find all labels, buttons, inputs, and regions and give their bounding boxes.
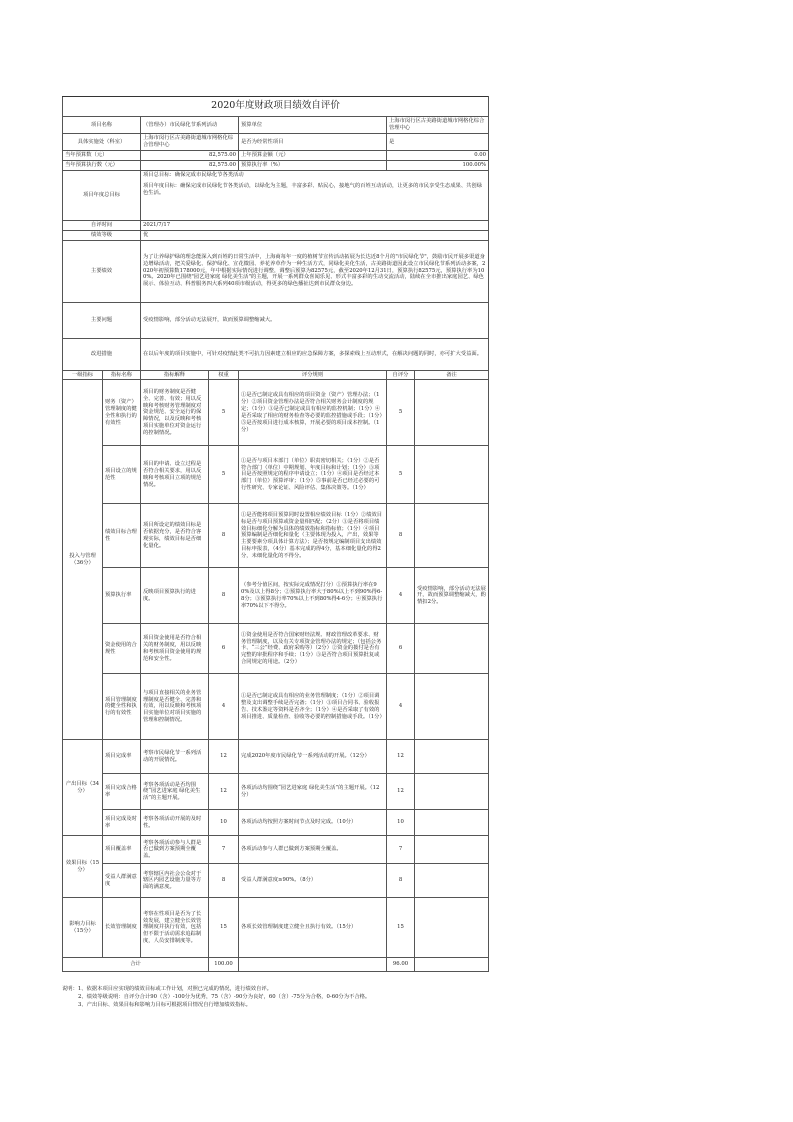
scoring-rule: ①是否与项目本部门（单位）职责密切相关；（1分）②是否符合部门（单位）中期规划、年度目标和计划；（1分）③项目是否按照规定的程序申请设立；（1分）④项目是否经过本部门（单位）预算评审；（1分）⑤事前是否已经过必要的可行性研究、专家论证、风险评估、集体决策等。（1分）: [239, 446, 387, 504]
indicator-weight: 8: [209, 568, 239, 624]
budget-value: 82,575.00: [141, 151, 239, 161]
total-weight: 100.00: [209, 958, 239, 972]
scoring-rule: 各项活动均围绕“园艺进家庭 绿化美生活”的主题开展。（12分）: [239, 774, 387, 810]
total-label: 合计: [63, 958, 209, 972]
group-name: 效果目标（15分）: [63, 836, 103, 898]
indicator-row: [63, 504, 489, 568]
self-score: 4: [387, 568, 415, 624]
indicator-row: [63, 774, 489, 810]
indicator-name: 绩效目标合理性: [103, 504, 141, 568]
remark: [415, 836, 489, 864]
scoring-rule: （参考分值区间，按实际完成情况打分）①预算执行率在90%及以上得8分；②预算执行率大于80%以上不到90%得6-8分；③预算执行率70%以上不到80%得4-6分；④预算执行率70%以下不得分。: [239, 568, 387, 624]
self-score: 7: [387, 836, 415, 864]
grade-label: 绩效等级: [63, 230, 141, 240]
remark: [415, 810, 489, 836]
total-row: [63, 958, 489, 972]
indicator-name: 预算执行率: [103, 568, 141, 624]
header-weight: 权重: [209, 370, 239, 380]
indicator-row: [63, 446, 489, 504]
footnote-1: 说明：1、依据本项目应实现的绩效目标或工作计划，对照已完成的情况，进行绩效自评。: [62, 986, 272, 992]
recurring-value: 是: [387, 134, 489, 151]
goal-year: 项目年度目标：确保完成市民绿化节各类活动，以绿化为主题，丰富多彩、贴民心，接地气的百姓互动活动，让更多的市民享受生态成果、共创绿色生活。: [143, 182, 483, 196]
self-score: 12: [387, 740, 415, 774]
indicator-row: [63, 810, 489, 836]
self-score: 8: [387, 504, 415, 568]
indicator-weight: 5: [209, 380, 239, 446]
indicator-weight: 12: [209, 774, 239, 810]
group-name: 影响力目标（15分）: [63, 898, 103, 958]
scoring-rule: ①是否能将项目预算同时设置相应绩效目标（1分）②绩效目标是否与项目预算或资金量相匹配；（2分）③是否将项目绩效目标细化分解为具体的绩效指标和指标值；（1分）④项目预算编制是否细化和量化（主要体现为投入，产出，效果等主要要素分项具体计算方法）；是否按规定编制项目支出绩效目标申报表，（4分）基本完成的得4分，基本细化量化的得2分，未细化量化的不得分。: [239, 504, 387, 568]
indicator-weight: 7: [209, 836, 239, 864]
goal-total: 项目总目标：确保完成市民绿化节各类活动: [143, 171, 244, 178]
remark: 受疫情影响，部分活动无法展开，故而预算调整缩减大，酌情扣2分。: [415, 568, 489, 624]
indicator-weight: 4: [209, 674, 239, 740]
remark: [415, 774, 489, 810]
indicator-row: [63, 674, 489, 740]
page-title: 2020年度财政项目绩效自评价: [63, 97, 489, 117]
remark: [415, 740, 489, 774]
self-score: 5: [387, 446, 415, 504]
indicator-desc: 反映项目预算执行的进度。: [141, 568, 209, 624]
footnote-3: 3、产出目标、效果目标和影响力目标可根据项目情况自行增加绩效指标。: [78, 1002, 251, 1009]
perf-text: 为了让养绿护绿的理念能深入到百姓的日常生活中，上海商每年一度的植树节宣传活动拓展为长达近8个月的"市民绿化节"，鼓励市民开展多渠道身边增绿活动，把关爱绿化、保护绿化、宣花微园、养花养草作为一种生活方式，同绿化美化生活，古美路街道因此设立市民绿化节系列活动多案，2020年初预算数178000元，年中根据实际情况进行调整，调整后预算为82575元，截至2020年12月31日，预算执行82575元，预算执行率为100%。2020年已围绕"园艺进家庭 绿化美生活"的主题，开展一系列群众喜闻乐见、形式丰富多彩的生动交流活动，陆续在全市推出家庭园艺、绿色展示、体验互动、科普服务四大系列40项市级活动，得更多的绿色播扯达到市民群众身边。: [141, 240, 489, 302]
remark: [415, 380, 489, 446]
issue-label: 主要问题: [63, 302, 141, 338]
header-rule: 评分规则: [239, 370, 387, 380]
indicator-row: [63, 898, 489, 958]
total-score: 96.00: [387, 958, 415, 972]
evaluation-table: [62, 96, 489, 972]
indicator-name: 长效管理制度: [103, 898, 141, 958]
indicator-weight: 15: [209, 898, 239, 958]
budget-unit-label: 预算单位: [239, 117, 387, 134]
header-level1: 一级指标: [63, 370, 103, 380]
indicator-weight: 8: [209, 864, 239, 898]
indicator-weight: 8: [209, 504, 239, 568]
rate-label: 预算执行率（%）: [239, 160, 387, 170]
scoring-rule: ①资金使用是否符合国家财经法规、财政管理改革要求、财务管理制度，以及有关专项资金管理办法的规定；（包括公务卡、“三公”经费、政府采购等）（2分）②资金的拨付是否有完整的审批程序和手续；（1分）③是否符合项目预算批复或合同规定的用途。（2分）: [239, 624, 387, 674]
indicator-name: 项目设立的规范性: [103, 446, 141, 504]
scoring-rule: ①是否已制定或具有相应的项目资金（资产）管理办法；（1分）②项目资金管理办法是否符合相关财务会计制度的规定；（1分）③是否已制定或具有相应的监控机制；（1分）④是否采取了相应的财务检查等必要的监控措施或手段；（1分）⑤是否按项目进行成本核算，开展必要的项目成本控制。（1分）: [239, 380, 387, 446]
indicator-name: 项目完成率: [103, 740, 141, 774]
date-value: 2021/7/17: [141, 220, 489, 230]
project-name-value: （管理办）市民绿化节系列活动: [141, 117, 239, 134]
indicator-name: 项目覆盖率: [103, 836, 141, 864]
scoring-rule: ①是否已制定或具有相应的业务管理制度；（1分）②项目调整及支出调整手续是否完备；（1分）③项目合同书、验收报告、技术鉴定等资料是否齐全；（1分）④是否采取了有效的项目推进、质量检查、验收等必要的控制措施或手段。（1分）: [239, 674, 387, 740]
remark: [415, 864, 489, 898]
indicator-desc: 考察各项活动是否均围绕“园艺进家庭 绿化美生活”的主题开展。: [141, 774, 209, 810]
group-name: 产出目标（34分）: [63, 740, 103, 836]
indicator-row: [63, 740, 489, 774]
remark: [415, 624, 489, 674]
footnotes: [62, 985, 562, 1010]
issue-text: 受疫情影响，部分活动无法展开，故而预算调整缩减大。: [141, 302, 489, 338]
scoring-rule: 各项长效管理制度建立健全且执行有效。（15分）: [239, 898, 387, 958]
budget-unit-value: 上海市闵行区古美路街道城市网格化综合管理中心: [387, 117, 489, 134]
header-row: [63, 370, 489, 380]
impl-unit-label: 具体实施处（科室）: [63, 134, 141, 151]
indicator-name: 项目完成及时率: [103, 810, 141, 836]
remark: [415, 446, 489, 504]
indicator-weight: 6: [209, 624, 239, 674]
self-score: 10: [387, 810, 415, 836]
self-score: 6: [387, 624, 415, 674]
indicator-name: 资金使用的合规性: [103, 624, 141, 674]
measure-text: 在以后年度的项目实施中，可针对疫情此类不可抗力因素建立相应的应急保障方案，多探索线上互动形式，在解决问题的同时，亦可扩大受益面。: [141, 338, 489, 370]
indicator-desc: 考察各项活动开展的及时性。: [141, 810, 209, 836]
indicator-desc: 项目的财务制度是否健全、完善、有效；用以反映和考核财务管理制度对资金规范、安全运行的保障情况，以及反映和考核项目实施单位对资金运行的控制情况。: [141, 380, 209, 446]
indicator-weight: 10: [209, 810, 239, 836]
indicator-desc: 考察市民绿化节一系列活动的开展情况。: [141, 740, 209, 774]
scoring-rule: 各项活动参与人群已做到方案预期全覆盖。: [239, 836, 387, 864]
indicator-weight: 12: [209, 740, 239, 774]
recurring-label: 是否为经常性项目: [239, 134, 387, 151]
scoring-rule: 受益人群满意度≥90%。（8分）: [239, 864, 387, 898]
self-score: 15: [387, 898, 415, 958]
indicator-desc: 与项目直接相关的业务管理制度是否健全、完善和有效，用以反映和考核项目实施单位对项目实施的管理和控制情况。: [141, 674, 209, 740]
exec-value: 82,575.00: [141, 160, 239, 170]
indicator-desc: 项目的申请、设立过程是否符合相关要求，用以反映和考核项目立项的规范情况。: [141, 446, 209, 504]
last-year-label: 上年预算金额（元）: [239, 151, 387, 161]
remark: [415, 898, 489, 958]
impl-unit-value: 上海市闵行区古美路街道城市网格化综合管理中心: [141, 134, 239, 151]
goal-text: [141, 170, 489, 220]
header-note: 备注: [415, 370, 489, 380]
footnote-2: 2、绩效等级说明：自评分合计90（含）-100分为优秀，75（含）-90分为良好，60（含）-75分为合格，0-60分为不合格。: [78, 994, 371, 1001]
indicator-row: [63, 380, 489, 446]
evaluation-sheet: [62, 96, 488, 972]
indicator-name: 财务（资产）管理制度的健全性和执行的有效性: [103, 380, 141, 446]
indicator-name: 项目完成合格率: [103, 774, 141, 810]
goal-label: 项目年度总目标: [63, 170, 141, 220]
remark: [415, 674, 489, 740]
date-label: 自评时间: [63, 220, 141, 230]
scoring-rule: 完成2020年度市民绿化节一系列活动的开展。（12分）: [239, 740, 387, 774]
indicator-row: [63, 864, 489, 898]
indicator-weight: 5: [209, 446, 239, 504]
indicator-row: [63, 836, 489, 864]
self-score: 4: [387, 674, 415, 740]
indicator-desc: 考察各项活动参与人群是否已做到方案预期全覆盖。: [141, 836, 209, 864]
indicator-desc: 考察在性项目是否为了长效发展，建立健全长效管理制度并执行有效，包括但不限于活动需求追踪制度，人员安排制度等。: [141, 898, 209, 958]
last-year-value: 0.00: [387, 151, 489, 161]
indicator-row: [63, 624, 489, 674]
budget-label: 当年预算数（元）: [63, 151, 141, 161]
total-rule-empty: [239, 958, 387, 972]
exec-label: 当年预算执行数（元）: [63, 160, 141, 170]
self-score: 8: [387, 864, 415, 898]
header-score: 自评分: [387, 370, 415, 380]
project-name-label: 项目名称: [63, 117, 141, 134]
header-indicator: 指标名称: [103, 370, 141, 380]
group-name: 投入与管理（36分）: [63, 380, 103, 740]
indicator-desc: 项目资金使用是否符合相关的财务制度，用以反映和考核项目资金使用的规范和安全性。: [141, 624, 209, 674]
indicator-name: 受益人群满意度: [103, 864, 141, 898]
grade-value: 优: [141, 230, 489, 240]
measure-label: 改进措施: [63, 338, 141, 370]
indicator-desc: 项目所设定的绩效目标是否依据充分，是否符合客观实际，绩效目标是否细化量化。: [141, 504, 209, 568]
perf-label: 主要绩效: [63, 240, 141, 302]
scoring-rule: 各项活动均按照方案时间节点及时完成。（10分）: [239, 810, 387, 836]
indicator-row: [63, 568, 489, 624]
indicator-name: 项目管理制度的健全性和执行的有效性: [103, 674, 141, 740]
total-note-empty: [415, 958, 489, 972]
remark: [415, 504, 489, 568]
header-desc: 指标解释: [141, 370, 209, 380]
rate-value: 100.00%: [387, 160, 489, 170]
indicator-desc: 考察辖区内社会公众对于辖区内园艺设施力量等方面的满意度。: [141, 864, 209, 898]
self-score: 12: [387, 774, 415, 810]
self-score: 5: [387, 380, 415, 446]
